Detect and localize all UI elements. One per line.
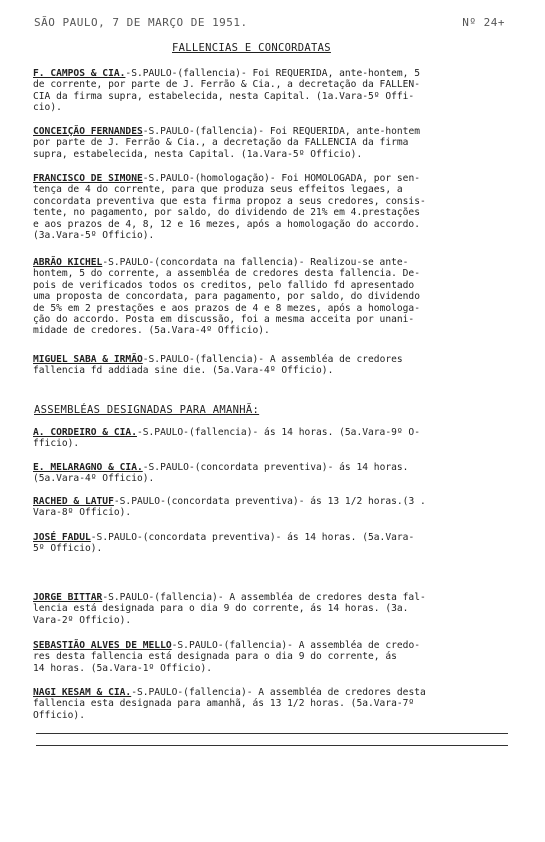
entry-f-campos	[33, 68, 511, 114]
entry-text: -S.PAULO-(concordata preventiva)- ás 13 1/2 horas.(3 . Vara-8º Officio).	[33, 496, 426, 519]
entry-e-melaragno	[33, 462, 511, 485]
entry-lead: JORGE BITTAR	[33, 592, 103, 603]
entry-lead: ABRÃO KICHEL	[33, 257, 103, 268]
entry-rached-latuf	[33, 496, 511, 519]
entry-text: -S.PAULO-(fallencia)- A assembléa de credo- res desta fallencia está designada para o dia 9 do corrente, ás 14 horas. (5a.Vara-1º Officio).	[33, 640, 420, 674]
entry-lead: NAGI KESAM & CIA.	[33, 687, 132, 698]
entry-text: -S.PAULO-(concordata preventiva)- ás 14 horas. (5a.Vara- 5º Officio).	[33, 532, 415, 555]
entry-text: -S.PAULO-(fallencia)- Foi REQUERIDA, ante-hontem por parte de J. Ferrão & Cia., a decretação da FALLENCIA da firma supra, estabelecida, nesta Capital. (1a.Vara-5º Officio).	[33, 126, 420, 160]
header-date: SÃO PAULO, 7 DE MARÇO DE 1951.	[34, 16, 248, 29]
entry-lead: RACHED & LATUF	[33, 496, 114, 507]
entry-lead: MIGUEL SABA & IRMÃO	[33, 354, 143, 365]
section-title-assembleas: ASSEMBLÉAS DESIGNADAS PARA AMANHÃ:	[34, 404, 260, 416]
entry-conceicao-fernandes	[33, 126, 511, 160]
divider-line	[36, 745, 508, 746]
entry-lead: CONCEIÇÃO FERNANDES	[33, 126, 143, 137]
entry-abrao-kichel	[33, 257, 511, 337]
entry-text: -S.PAULO-(concordata preventiva)- ás 14 horas. (5a.Vara-4º Officio).	[33, 462, 409, 485]
entry-sebastiao-alves-de-mello	[33, 640, 511, 674]
section-title-fallencias: FALLENCIAS E CONCORDATAS	[172, 42, 331, 54]
entry-text: -S.PAULO-(fallencia)- Foi REQUERIDA, ante-hontem, 5 de corrente, por parte de J. Ferrão & Cia., a decretação da FALLEN- CIA da firma supra, estabelecida, nesta Capital. (1a.Vara-5º Offi- cio).	[33, 68, 420, 114]
entry-text: -S.PAULO-(concordata na fallencia)- Realizou-se ante- hontem, 5 do corrente, a assembléa de credores desta fallencia. De- pois de verificados todos os creditos, pelo fallido fd apresentado uma proposta de concordata, para pagamento, por saldo, do dividendo de 5% em 2 prestações e aos prazos de 4 e 8 mezes, após a homologa- ção do accordo. Posta em discussão, foi a mesma acceita por unani- midade de credores. (5a.Vara-4º Officio).	[33, 257, 420, 337]
entry-text: -S.PAULO-(fallencia)- ás 14 horas. (5a.Vara-9º O- fficio).	[33, 427, 420, 450]
entry-lead: E. MELARAGNO & CIA.	[33, 462, 143, 473]
entry-lead: SEBASTIÃO ALVES DE MELLO	[33, 640, 172, 651]
entry-a-cordeiro	[33, 427, 511, 450]
entry-lead: JOSÉ FADUL	[33, 532, 91, 543]
entry-jose-fadul	[33, 532, 511, 555]
entry-miguel-saba	[33, 354, 511, 377]
entry-text: -S.PAULO-(fallencia)- A assembléa de credores fallencia fd addiada sine die. (5a.Vara-4º Officio).	[33, 354, 403, 377]
entry-lead: A. CORDEIRO & CIA.	[33, 427, 137, 438]
entry-text: -S.PAULO-(fallencia)- A assembléa de credores desta fallencia esta designada para amanhã, ás 13 1/2 horas. (5a.Vara-7º Officio).	[33, 687, 426, 721]
header-number: Nº 24+	[462, 16, 505, 29]
entry-nagi-kesam	[33, 687, 511, 721]
entry-francisco-de-simone	[33, 173, 511, 241]
entry-lead: FRANCISCO DE SIMONE	[33, 173, 143, 184]
entry-text: -S.PAULO-(fallencia)- A assembléa de credores desta fal- lencia está designada para o dia 9 do corrente, ás 14 horas. (3a. Vara-2º Officio).	[33, 592, 426, 626]
entry-lead: F. CAMPOS & CIA.	[33, 68, 126, 79]
entry-text: -S.PAULO-(homologação)- Foi HOMOLOGADA, por sen- tença de 4 do corrente, para que produza seus effeitos legaes, a concordata preventiva que esta firma propoz a seus credores, consis- tente, no pagamento, por saldo, do dividendo de 21% em 4.prestações e aos prazos de 4, 8, 12 e 16 mezes, após a homologação do accordo. (3a.Vara-5º Officio).	[33, 173, 426, 242]
divider-line	[36, 733, 508, 734]
entry-jorge-bittar	[33, 592, 511, 626]
